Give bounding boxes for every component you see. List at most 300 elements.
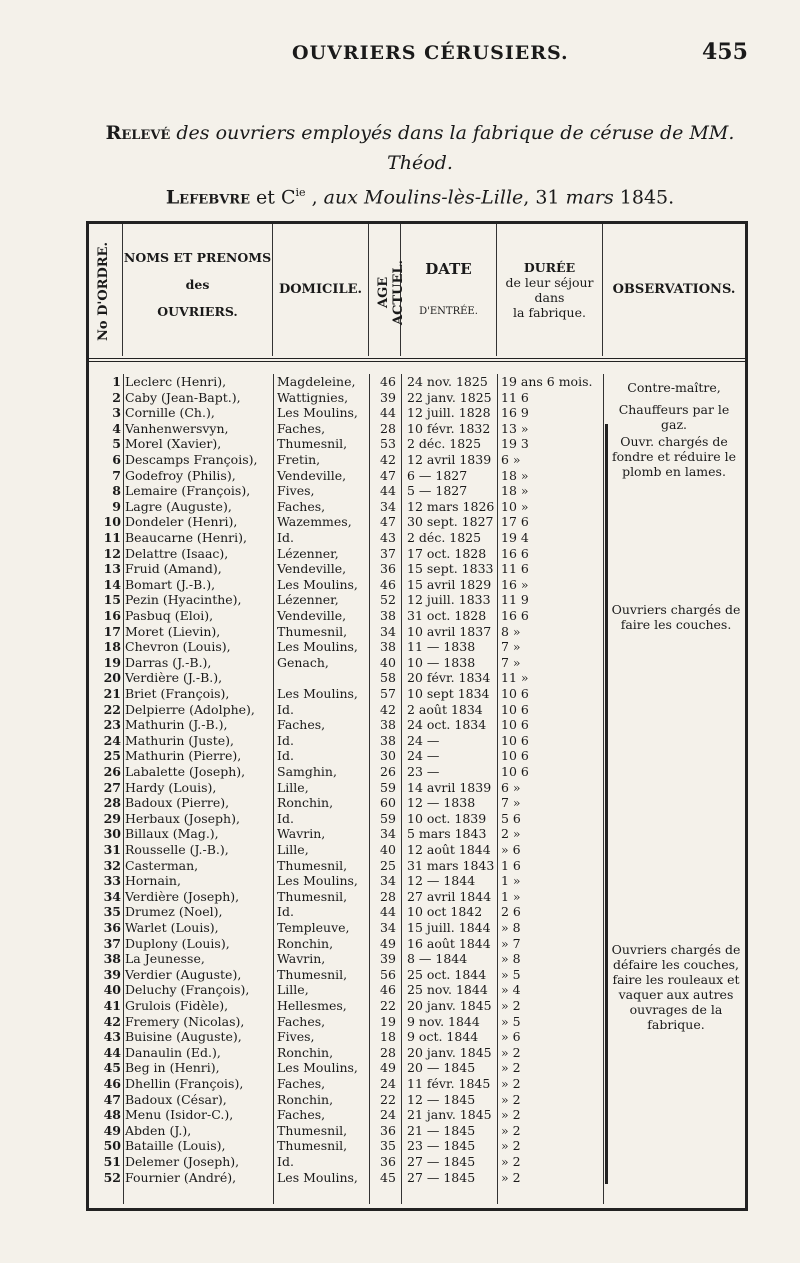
cell-num: 23 [103, 717, 121, 733]
cell-dom: Hellesmes, [277, 998, 347, 1013]
cell-num: 5 [112, 436, 121, 452]
cell-age: 49 [380, 1060, 396, 1076]
table-header [89, 224, 745, 364]
cell-dur: » 2 [501, 1107, 521, 1123]
cell-name: Badoux (César), [125, 1091, 227, 1107]
cell-dom: Faches, [277, 1076, 326, 1091]
table-row [89, 561, 745, 577]
cell-num: 48 [103, 1107, 121, 1123]
cell-age: 38 [380, 732, 396, 748]
cell-dom: Ronchin, [277, 935, 334, 951]
caption-line-2 [80, 178, 760, 212]
cell-dom: Thumesnil, [277, 1138, 348, 1154]
cell-num: 2 [112, 389, 121, 405]
cell-dur: 10 6 [501, 748, 529, 764]
cell-dur: » 2 [501, 1060, 521, 1076]
cell-dom: Ronchin, [277, 795, 334, 811]
cell-date: 23 — [407, 764, 440, 779]
cell-num: 41 [103, 998, 121, 1013]
cell-name: Duplony (Louis), [125, 935, 230, 951]
cell-date: 24 — [407, 732, 440, 748]
cell-date: 5 mars 1843 [407, 826, 487, 842]
cell-dom: Id. [277, 732, 294, 748]
cell-dom: Samghin, [277, 764, 337, 779]
cell-dom: Thumesnil, [277, 966, 348, 982]
cell-num: 30 [103, 826, 121, 842]
cell-date: 2 déc. 1825 [407, 436, 482, 452]
cell-dom: Les Moulins, [277, 873, 358, 889]
cell-dur: » 2 [501, 1169, 521, 1185]
cell-num: 47 [103, 1091, 121, 1107]
cell-dur: 7 » [501, 639, 521, 655]
cell-dur: 6 » [501, 452, 521, 467]
cell-dur: » 2 [501, 1044, 521, 1060]
cell-date: 12 août 1844 [407, 842, 491, 857]
cell-name: Drumez (Noel), [125, 904, 223, 920]
cell-name: Pezin (Hyacinthe), [125, 592, 242, 608]
cell-age: 36 [380, 1122, 396, 1138]
cell-dom: Les Moulins, [277, 686, 358, 701]
cell-num: 29 [103, 810, 121, 826]
cell-age: 35 [380, 1138, 396, 1154]
cell-num: 6 [112, 452, 121, 467]
table-row [89, 483, 745, 499]
cell-date: 20 févr. 1834 [407, 670, 491, 686]
cell-dom: Id. [277, 530, 294, 545]
header-date-1: DATE [425, 260, 472, 278]
cell-dur: 8 » [501, 623, 521, 639]
cell-name: Dondeler (Henri), [125, 514, 238, 530]
cell-date: 12 — 1838 [407, 795, 476, 811]
cell-dur: » 5 [501, 1013, 521, 1029]
table-row [89, 842, 745, 858]
cell-dur: 16 9 [501, 405, 529, 421]
cell-dom: Id. [277, 748, 294, 764]
cell-name: Verdière (J.-B.), [125, 670, 223, 686]
cell-dur: 1 » [501, 873, 521, 889]
cell-name: Leclerc (Henri), [125, 374, 227, 389]
cell-age: 60 [380, 795, 396, 811]
cell-dom: Vendeville, [277, 561, 347, 577]
caption-sup: ie [295, 186, 306, 199]
header-domicile [273, 224, 369, 356]
cell-dur: 17 6 [501, 514, 529, 530]
brace-lower [605, 944, 608, 1184]
cell-date: 17 oct. 1828 [407, 545, 487, 561]
cell-dom: Thumesnil, [277, 623, 348, 639]
cell-num: 38 [103, 951, 121, 967]
cell-age: 38 [380, 639, 396, 655]
caption-line1-text: des ouvriers employés dans la fabrique de céruse de MM. Théod. [170, 122, 735, 174]
caption-date-a: , 31 [523, 186, 566, 209]
cell-dom: Ronchin, [277, 1044, 334, 1060]
cell-dom: Faches, [277, 420, 326, 436]
cell-dom: Genach, [277, 654, 329, 670]
cell-date: 15 juill. 1844 [407, 920, 491, 935]
header-age-text: AGE ACTUEL. [376, 259, 406, 325]
caption-month: mars [565, 186, 614, 209]
cell-date: 20 janv. 1845 [407, 1044, 492, 1060]
cell-num: 15 [103, 592, 121, 608]
caption-comma: , [305, 186, 324, 209]
obs-2: Chauffeurs par le gaz. [618, 402, 730, 432]
cell-date: 16 août 1844 [407, 935, 491, 951]
cell-age: 49 [380, 935, 396, 951]
cell-name: Beaucarne (Henri), [125, 530, 247, 545]
running-head [0, 39, 800, 72]
cell-date: 31 oct. 1828 [407, 608, 487, 623]
cell-age: 22 [380, 1091, 396, 1107]
cell-dom: Les Moulins, [277, 576, 358, 592]
cell-dur: » 2 [501, 1138, 521, 1154]
cell-num: 32 [103, 857, 121, 873]
cell-date: 10 — 1838 [407, 654, 476, 670]
cell-name: Casterman, [125, 857, 199, 873]
cell-dur: 19 4 [501, 530, 529, 545]
table-row [89, 702, 745, 718]
cell-dur: 16 6 [501, 545, 529, 561]
caption-line-1 [80, 118, 760, 178]
header-dur-1: DURÉE [523, 260, 576, 275]
cell-num: 33 [103, 873, 121, 889]
cell-dom: Lille, [277, 842, 309, 857]
cell-num: 25 [103, 748, 121, 764]
header-domicile-text: DOMICILE. [278, 282, 363, 297]
cell-name: Deluchy (François), [125, 982, 250, 998]
table-row [89, 904, 745, 920]
cell-age: 40 [380, 654, 396, 670]
table-row [89, 717, 745, 733]
cell-dur: » 7 [501, 935, 521, 951]
cell-name: Moret (Lievin), [125, 623, 221, 639]
cell-dur: 11 » [501, 670, 529, 686]
cell-dom: Lille, [277, 779, 309, 795]
cell-age: 52 [380, 592, 396, 608]
header-names-1: NOMS ET PRENOMS [123, 250, 272, 265]
cell-name: Pasbuq (Eloi), [125, 608, 214, 623]
cell-age: 30 [380, 748, 396, 764]
cell-date: 8 — 1844 [407, 951, 468, 967]
table-row [89, 1170, 745, 1186]
cell-date: 30 sept. 1827 [407, 514, 494, 530]
cell-name: Chevron (Louis), [125, 639, 231, 655]
cell-age: 25 [380, 857, 396, 873]
table-row [89, 514, 745, 530]
cell-date: 24 nov. 1825 [407, 374, 488, 389]
cell-date: 12 juill. 1833 [407, 592, 491, 608]
header-observations [603, 224, 745, 356]
cell-dom: Faches, [277, 1107, 326, 1123]
cell-date: 11 — 1838 [407, 639, 476, 655]
obs-1: Contre-maître, [627, 380, 721, 395]
cell-num: 44 [103, 1044, 121, 1060]
running-title: OUVRIERS CÉRUSIERS. [292, 42, 569, 64]
cell-date: 12 juill. 1828 [407, 405, 491, 421]
header-rule [89, 358, 745, 362]
cell-name: Bataille (Louis), [125, 1138, 226, 1154]
cell-dur: » 2 [501, 998, 521, 1013]
cell-age: 34 [380, 623, 396, 639]
cell-name: Abden (J.), [125, 1122, 192, 1138]
cell-date: 20 janv. 1845 [407, 998, 492, 1013]
cell-name: Lagre (Auguste), [125, 498, 232, 514]
cell-name: Godefroy (Philis), [125, 467, 236, 483]
cell-dom: Lille, [277, 982, 309, 998]
obs-4: Ouvriers chargés de faire les couches. [611, 602, 741, 632]
cell-dur: 11 9 [501, 592, 529, 608]
cell-age: 44 [380, 483, 396, 499]
cell-name: Badoux (Pierre), [125, 795, 230, 811]
cell-name: Rousselle (J.-B.), [125, 842, 229, 857]
obs-3: Ouvr. chargés de fondre et réduire le plomb en lames. [611, 434, 737, 479]
cell-name: Lemaire (François), [125, 483, 251, 499]
cell-name: Grulois (Fidèle), [125, 998, 229, 1013]
table-row [89, 889, 745, 905]
caption-releve: Relevé [105, 122, 171, 144]
cell-num: 34 [103, 888, 121, 904]
cell-dur: 19 3 [501, 436, 529, 452]
table-row [89, 546, 745, 562]
table-row [89, 795, 745, 811]
cell-name: Bomart (J.-B.), [125, 576, 216, 592]
cell-date: 21 — 1845 [407, 1122, 476, 1138]
cell-num: 36 [103, 920, 121, 935]
cell-dur: » 8 [501, 920, 521, 935]
cell-age: 34 [380, 498, 396, 514]
cell-dom: Vendeville, [277, 467, 347, 483]
cell-age: 24 [380, 1076, 396, 1091]
table-row [89, 764, 745, 780]
cell-age: 38 [380, 608, 396, 623]
cell-age: 34 [380, 873, 396, 889]
table-row [89, 1107, 745, 1123]
table-row [89, 1045, 745, 1061]
cell-dom: Id. [277, 1154, 294, 1169]
cell-date: 9 nov. 1844 [407, 1013, 480, 1029]
cell-date: 27 — 1845 [407, 1169, 476, 1185]
cell-date: 10 sept 1834 [407, 686, 490, 701]
table-row [89, 670, 745, 686]
cell-num: 13 [103, 561, 121, 577]
cell-dur: 11 6 [501, 389, 529, 405]
cell-age: 38 [380, 717, 396, 733]
cell-dur: » 4 [501, 982, 521, 998]
cell-dom: Faches, [277, 717, 326, 733]
cell-num: 35 [103, 904, 121, 920]
cell-name: Herbaux (Joseph), [125, 810, 240, 826]
cell-dur: 11 6 [501, 561, 529, 577]
cell-num: 24 [103, 732, 121, 748]
cell-name: Cornille (Ch.), [125, 405, 215, 421]
cell-dur: 10 6 [501, 717, 529, 733]
caption-et: et C [250, 186, 296, 209]
cell-date: 15 sept. 1833 [407, 561, 494, 577]
table-row [89, 811, 745, 827]
cell-dom: Thumesnil, [277, 1122, 348, 1138]
cell-num: 20 [103, 670, 121, 686]
cell-dom: Lézenner, [277, 545, 339, 561]
cell-age: 47 [380, 467, 396, 483]
cell-dom: Fretin, [277, 452, 321, 467]
cell-num: 9 [112, 498, 121, 514]
table-row [89, 1138, 745, 1154]
cell-age: 28 [380, 420, 396, 436]
cell-name: Fournier (André), [125, 1169, 237, 1185]
cell-date: 21 janv. 1845 [407, 1107, 492, 1123]
header-dur-2: de leur séjour [505, 275, 594, 290]
cell-name: Delemer (Joseph), [125, 1154, 240, 1169]
cell-dom: Fives, [277, 483, 315, 499]
cell-dom: Les Moulins, [277, 639, 358, 655]
cell-num: 17 [103, 623, 121, 639]
header-names [123, 224, 273, 356]
cell-date: 11 févr. 1845 [407, 1076, 491, 1091]
cell-num: 49 [103, 1122, 121, 1138]
caption-year: 1845. [613, 186, 675, 209]
cell-age: 46 [380, 576, 396, 592]
cell-dom: Id. [277, 701, 294, 717]
cell-dur: 10 6 [501, 732, 529, 748]
cell-date: 2 déc. 1825 [407, 530, 482, 545]
cell-age: 58 [380, 670, 396, 686]
cell-date: 24 — [407, 748, 440, 764]
cell-num: 42 [103, 1013, 121, 1029]
cell-num: 27 [103, 779, 121, 795]
cell-date: 25 oct. 1844 [407, 966, 487, 982]
table-row [89, 780, 745, 796]
cell-name: Danaulin (Ed.), [125, 1044, 221, 1060]
cell-num: 39 [103, 966, 121, 982]
cell-dur: » 2 [501, 1154, 521, 1169]
cell-dur: 2 » [501, 826, 521, 842]
cell-date: 2 août 1834 [407, 701, 483, 717]
cell-date: 10 avril 1837 [407, 623, 492, 639]
cell-age: 40 [380, 842, 396, 857]
cell-age: 28 [380, 888, 396, 904]
cell-dom: Templeuve, [277, 920, 350, 935]
cell-dom: Les Moulins, [277, 1169, 358, 1185]
cell-num: 31 [103, 842, 121, 857]
cell-date: 14 avril 1839 [407, 779, 492, 795]
cell-dom: Wavrin, [277, 826, 326, 842]
cell-name: Dhellin (François), [125, 1076, 244, 1091]
cell-age: 39 [380, 951, 396, 967]
header-num-text: No D'ORDRE. [96, 242, 111, 342]
cell-age: 34 [380, 920, 396, 935]
cell-num: 4 [112, 420, 121, 436]
table-row [89, 686, 745, 702]
cell-num: 11 [103, 530, 121, 545]
cell-dur: » 6 [501, 842, 521, 857]
cell-dom: Ronchin, [277, 1091, 334, 1107]
cell-date: 12 avril 1839 [407, 452, 492, 467]
cell-age: 57 [380, 686, 396, 701]
cell-date: 12 mars 1826 [407, 498, 495, 514]
cell-dur: 13 » [501, 420, 529, 436]
cell-num: 18 [103, 639, 121, 655]
cell-date: 24 oct. 1834 [407, 717, 487, 733]
cell-num: 8 [112, 483, 121, 499]
header-duration [497, 224, 603, 356]
cell-dom: Thumesnil, [277, 436, 348, 452]
table-row [89, 748, 745, 764]
cell-dom: Faches, [277, 1013, 326, 1029]
header-date [401, 224, 497, 356]
cell-dom: Magdeleine, [277, 374, 356, 389]
cell-date: 23 — 1845 [407, 1138, 476, 1154]
cell-age: 59 [380, 779, 396, 795]
table-row [89, 1076, 745, 1092]
cell-num: 16 [103, 608, 121, 623]
cell-dur: 5 6 [501, 810, 521, 826]
cell-num: 10 [103, 514, 121, 530]
cell-name: Labalette (Joseph), [125, 764, 246, 779]
cell-dur: 2 6 [501, 904, 521, 920]
header-dur-4: la fabrique. [513, 305, 586, 320]
cell-dur: » 8 [501, 951, 521, 967]
cell-date: 10 oct 1842 [407, 904, 483, 920]
cell-name: Mathurin (J.-B.), [125, 717, 228, 733]
cell-name: Beg in (Henri), [125, 1060, 220, 1076]
cell-num: 14 [103, 576, 121, 592]
cell-name: Mathurin (Juste), [125, 732, 234, 748]
cell-name: Vanhenwersvyn, [125, 420, 229, 436]
cell-num: 46 [103, 1076, 121, 1091]
table-caption [80, 118, 760, 212]
table-row [89, 1154, 745, 1170]
header-num [89, 224, 123, 356]
cell-name: Fremery (Nicolas), [125, 1013, 245, 1029]
cell-name: Warlet (Louis), [125, 920, 219, 935]
cell-age: 37 [380, 545, 396, 561]
caption-lefebvre: Lefebvre [165, 186, 251, 209]
cell-age: 44 [380, 904, 396, 920]
cell-dom: Lézenner, [277, 592, 339, 608]
cell-name: Menu (Isidor-C.), [125, 1107, 234, 1123]
cell-dom: Id. [277, 810, 294, 826]
cell-date: 22 janv. 1825 [407, 389, 492, 405]
cell-age: 47 [380, 514, 396, 530]
cell-age: 18 [380, 1029, 396, 1045]
cell-date: 9 oct. 1844 [407, 1029, 479, 1045]
cell-name: Briet (François), [125, 686, 230, 701]
cell-num: 19 [103, 654, 121, 670]
cell-age: 59 [380, 810, 396, 826]
cell-num: 51 [103, 1154, 121, 1169]
cell-dur: 16 » [501, 576, 529, 592]
workers-table [86, 221, 748, 1211]
cell-dur: » 6 [501, 1029, 521, 1045]
cell-name: Morel (Xavier), [125, 436, 222, 452]
cell-num: 1 [112, 374, 121, 389]
cell-num: 7 [112, 467, 121, 483]
cell-age: 42 [380, 701, 396, 717]
cell-date: 20 — 1845 [407, 1060, 476, 1076]
cell-age: 24 [380, 1107, 396, 1123]
cell-name: Hardy (Louis), [125, 779, 217, 795]
header-obs-text: OBSERVATIONS. [612, 282, 736, 297]
cell-num: 22 [103, 701, 121, 717]
table-row [89, 858, 745, 874]
table-row [89, 499, 745, 515]
table-row [89, 1060, 745, 1076]
cell-name: Hornain, [125, 873, 181, 889]
cell-date: 27 — 1845 [407, 1154, 476, 1169]
cell-dur: 16 6 [501, 608, 529, 623]
table-row [89, 530, 745, 546]
cell-age: 22 [380, 998, 396, 1013]
table-row [89, 1123, 745, 1139]
